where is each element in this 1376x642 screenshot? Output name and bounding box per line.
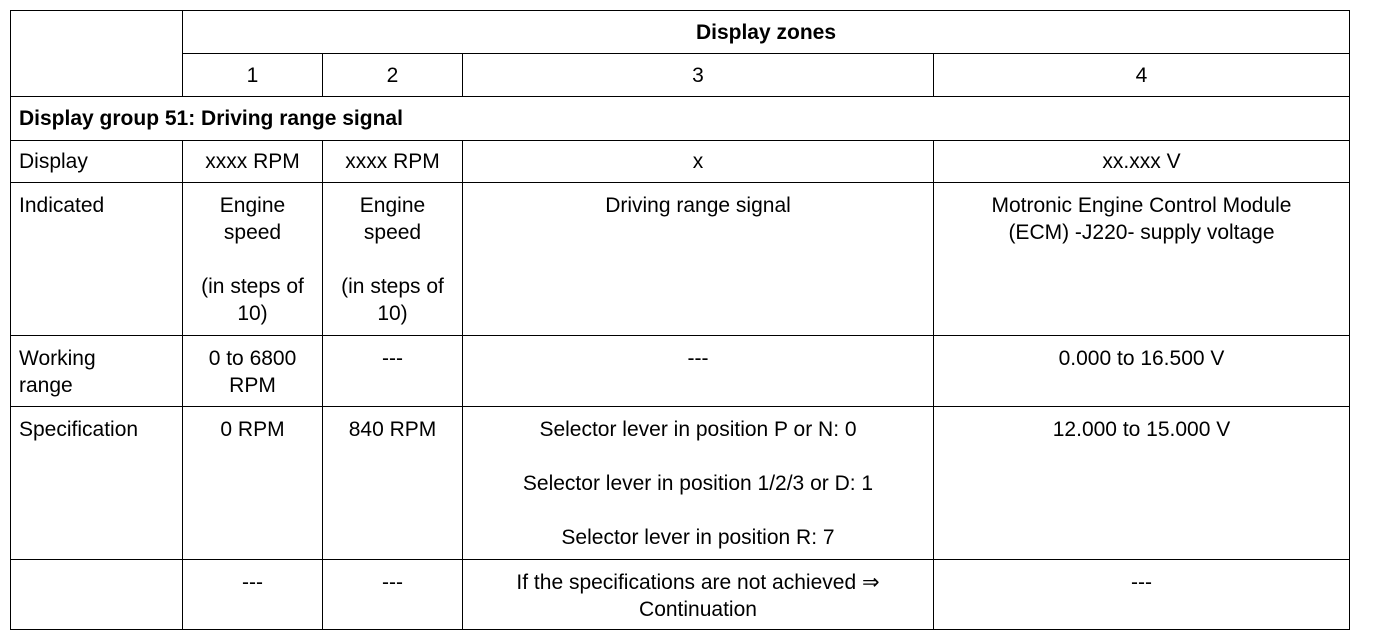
working-range-label-line-1: Working bbox=[19, 347, 96, 370]
indicated-zone-1-line-2: speed bbox=[223, 221, 282, 244]
continuation-zone-3 bbox=[463, 560, 934, 630]
indicated-zone-3: Driving range signal bbox=[463, 183, 934, 336]
working-range-label-line-2: range bbox=[19, 374, 73, 397]
indicated-zone-2-line-3: (in steps of bbox=[341, 275, 444, 298]
zone-number-4: 4 bbox=[934, 54, 1350, 97]
indicated-zone-1 bbox=[183, 183, 323, 336]
continuation-zone-4: --- bbox=[934, 560, 1350, 630]
display-row bbox=[11, 141, 1350, 183]
continuation-zone-3-line-1: If the specifications are not achieved ⇒ bbox=[516, 571, 880, 594]
specification-zone-4: 12.000 to 15.000 V bbox=[934, 407, 1350, 560]
indicated-zone-4-line-1: Motronic Engine Control Module bbox=[991, 194, 1292, 217]
indicated-zone-1-line-1: Engine bbox=[219, 194, 286, 217]
display-zone-4: xx.xxx V bbox=[934, 141, 1350, 183]
continuation-zone-1: --- bbox=[183, 560, 323, 630]
indicated-label: Indicated bbox=[11, 183, 183, 336]
zone-number-2: 2 bbox=[323, 54, 463, 97]
display-zones-header: Display zones bbox=[183, 11, 1350, 54]
specification-zone-3-line-3: Selector lever in position R: 7 bbox=[561, 526, 835, 549]
indicated-zone-1-line-4: 10) bbox=[237, 302, 268, 325]
zone-number-3: 3 bbox=[463, 54, 934, 97]
header-corner-cell bbox=[11, 11, 183, 97]
working-range-row bbox=[11, 336, 1350, 407]
display-zone-2: xxxx RPM bbox=[323, 141, 463, 183]
working-range-zone-1-line-2: RPM bbox=[229, 374, 276, 397]
display-zone-1: xxxx RPM bbox=[183, 141, 323, 183]
specification-zone-3-line-1: Selector lever in position P or N: 0 bbox=[539, 418, 857, 441]
specification-zone-3 bbox=[463, 407, 934, 560]
working-range-zone-2: --- bbox=[323, 336, 463, 407]
indicated-row bbox=[11, 183, 1350, 336]
header-row-zones bbox=[11, 54, 1350, 97]
working-range-zone-1-line-1: 0 to 6800 bbox=[208, 347, 297, 370]
continuation-zone-2: --- bbox=[323, 560, 463, 630]
specification-label: Specification bbox=[11, 407, 183, 560]
indicated-zone-2-line-1: Engine bbox=[359, 194, 426, 217]
specification-zone-1: 0 RPM bbox=[183, 407, 323, 560]
specification-zone-2: 840 RPM bbox=[323, 407, 463, 560]
working-range-zone-3: --- bbox=[463, 336, 934, 407]
zone-number-1: 1 bbox=[183, 54, 323, 97]
indicated-zone-2-line-2: speed bbox=[363, 221, 422, 244]
indicated-zone-2 bbox=[323, 183, 463, 336]
continuation-zone-3-line-2: Continuation bbox=[639, 598, 757, 621]
indicated-zone-1-line-3: (in steps of bbox=[201, 275, 304, 298]
continuation-row bbox=[11, 560, 1350, 630]
working-range-zone-4: 0.000 to 16.500 V bbox=[934, 336, 1350, 407]
specification-zone-3-line-2: Selector lever in position 1/2/3 or D: 1 bbox=[522, 472, 874, 495]
working-range-label bbox=[11, 336, 183, 407]
display-group-table bbox=[10, 10, 1350, 630]
indicated-zone-2-line-4: 10) bbox=[377, 302, 408, 325]
continuation-label-cell bbox=[11, 560, 183, 630]
group-title-row bbox=[11, 97, 1350, 141]
display-label: Display bbox=[11, 141, 183, 183]
display-group-title: Display group 51: Driving range signal bbox=[11, 97, 1350, 141]
working-range-zone-1 bbox=[183, 336, 323, 407]
header-row-title bbox=[11, 11, 1350, 54]
display-zone-3: x bbox=[463, 141, 934, 183]
indicated-zone-4 bbox=[934, 183, 1350, 336]
specification-row bbox=[11, 407, 1350, 560]
indicated-zone-4-line-2: (ECM) -J220- supply voltage bbox=[1008, 221, 1275, 244]
